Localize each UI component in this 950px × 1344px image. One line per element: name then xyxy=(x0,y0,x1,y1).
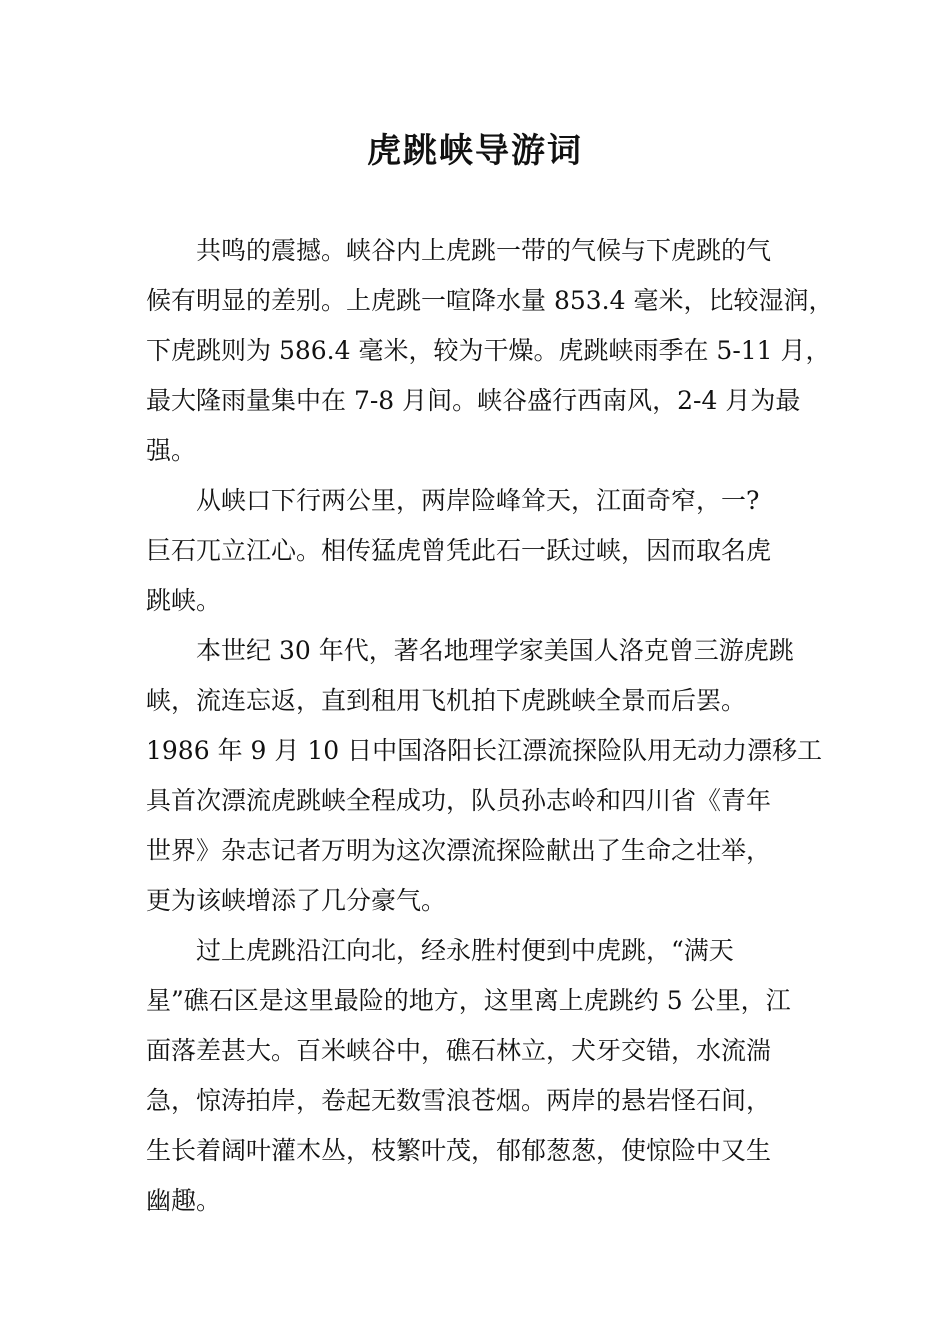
text-line: 过上虎跳沿江向北，经永胜村便到中虎跳，“满天 xyxy=(196,936,734,965)
text-line: 从峡口下行两公里，两岸险峰耸天，江面奇窄，一? xyxy=(196,486,760,515)
text-line: 生长着阔叶灌木丛，枝繁叶茂，郁郁葱葱，使惊险中又生 xyxy=(146,1136,772,1165)
text-line: 更为该峡增添了几分豪气。 xyxy=(146,886,447,915)
text-line: 星”礁石区是这里最险的地方，这里离上虎跳约 5 公里，江 xyxy=(146,986,791,1015)
text-line: 下虎跳则为 586.4 毫米，较为干燥。虎跳峡雨季在 5-11 月， xyxy=(146,336,831,365)
text-line: 峡，流连忘返，直到租用飞机拍下虎跳峡全景而后罢。 xyxy=(146,686,747,715)
text-line: 面落差甚大。百米峡谷中，礁石林立，犬牙交错，水流湍 xyxy=(146,1036,772,1065)
text-line: 强。 xyxy=(146,436,197,465)
text-line: 1986 年 9 月 10 日中国洛阳长江漂流探险队用无动力漂移工 xyxy=(146,736,823,765)
text-line: 共鸣的震撼。峡谷内上虎跳一带的气候与下虎跳的气 xyxy=(196,236,772,265)
text-line: 最大隆雨量集中在 7-8 月间。峡谷盛行西南风，2-4 月为最 xyxy=(146,386,801,415)
text-line: 巨石兀立江心。相传猛虎曾凭此石一跃过峡，因而取名虎 xyxy=(146,536,772,565)
document-body xyxy=(146,226,834,1226)
text-line: 候有明显的差别。上虎跳一喧降水量 853.4 毫米，比较湿润， xyxy=(146,286,834,315)
text-line: 本世纪 30 年代，著名地理学家美国人洛克曾三游虎跳 xyxy=(196,636,794,665)
text-line: 具首次漂流虎跳峡全程成功，队员孙志岭和四川省《青年 xyxy=(146,786,772,815)
text-line: 跳峡。 xyxy=(146,586,222,615)
text-line: 世界》杂志记者万明为这次漂流探险献出了生命之壮举， xyxy=(146,836,772,865)
text-line: 幽趣。 xyxy=(146,1186,222,1215)
text-line: 急，惊涛拍岸，卷起无数雪浪苍烟。两岸的悬岩怪石间， xyxy=(146,1086,772,1115)
document-title: 虎跳峡导游词 xyxy=(367,131,583,171)
